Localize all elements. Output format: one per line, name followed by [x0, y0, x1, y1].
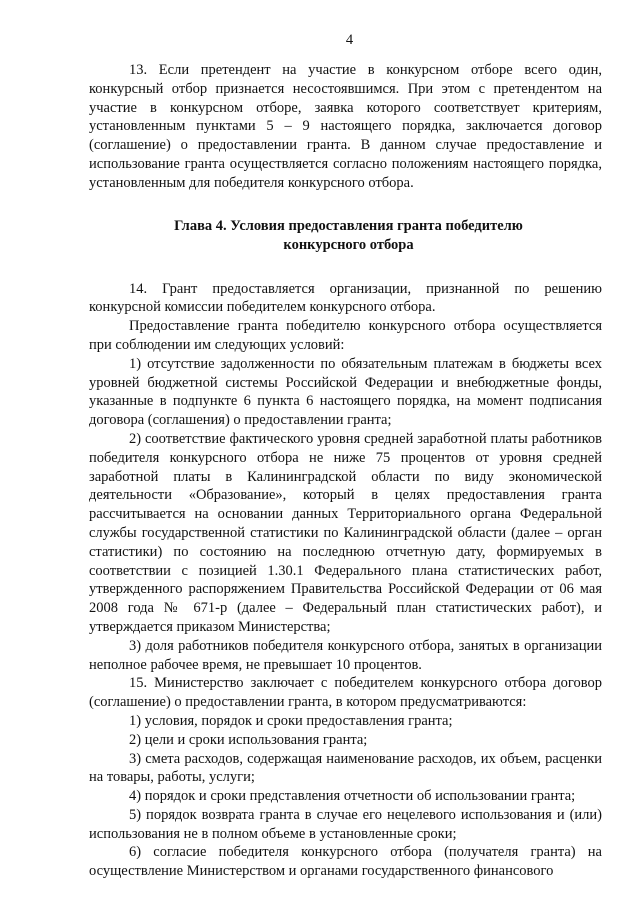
paragraph-13: 13. Если претендент на участие в конкурсном отборе всего один, конкурсный отбор признается несостоявшимся. При этом с претендентом на участие в конкурсном отборе, заявка которого соответствует критериям, установленным пунктами 5 – 9 настоящего порядка, заключается договор (соглашение) о предоставлении гранта. В данном случае предоставление и использование гранта осуществляется согласно положениям настоящего порядка, установленным для победителя конкурсного отбора. — [89, 62, 602, 191]
chapter-heading — [89, 217, 602, 255]
chapter-heading-line-1: Глава 4. Условия предоставления гранта победителю — [174, 217, 523, 234]
paragraph-14: 14. Грант предоставляется организации, признанной по решению конкурсной комиссии победителем конкурсного отбора. — [89, 280, 602, 316]
agreement-item-2: 2) цели и сроки использования гранта; — [129, 731, 368, 748]
page-number: 4 — [345, 32, 354, 48]
agreement-item-6: 6) согласие победителя конкурсного отбора (получателя гранта) на осуществление Министерством и органами государственного финансового — [89, 844, 602, 880]
paragraph-conditions-intro: Предоставление гранта победителю конкурсного отбора осуществляется при соблюдении им следующих условий: — [89, 318, 602, 353]
condition-item-3: 3) доля работников победителя конкурсного отбора, занятых в организации неполное рабочее время, не превышает 10 процентов. — [89, 637, 602, 673]
paragraph-15: 15. Министерство заключает с победителем конкурсного отбора договор (соглашение) о предоставлении гранта, в котором предусматриваются: — [89, 675, 602, 711]
agreement-item-3: 3) смета расходов, содержащая наименование расходов, их объем, расценки на товары, работы, услуги; — [89, 750, 602, 786]
condition-item-1: 1) отсутствие задолженности по обязательным платежам в бюджеты всех уровней бюджетной системы Российской Федерации и внебюджетные фонды, указанные в подпункте 6 пункта 6 настоящего порядка, на момент подписания договора (соглашения) о предоставлении гранта; — [89, 355, 602, 429]
condition-item-2: 2) соответствие фактического уровня средней заработной платы работников победителя конкурсного отбора не ниже 75 процентов от уровня средней заработной платы в Калининградской области по виду экономической деятельности «Образование», который в целях предоставления гранта рассчитывается на основании данных Территориального органа Федеральной службы государственной статистики по Калининградской области (далее – орган статистики) по состоянию на последнюю отчетную дату, формируемых в соответствии с позицией 1.30.1 Федерального плана статистических работ, утвержденного распоряжением Правительства Российской Федерации от 06 мая 2008 года № 671-р (далее – Федеральный план статистических работ), и утверждается приказом Министерства; — [89, 430, 602, 635]
chapter-heading-line-2: конкурсного отбора — [283, 236, 414, 253]
agreement-item-1: 1) условия, порядок и сроки предоставления гранта; — [129, 712, 453, 729]
agreement-item-4: 4) порядок и сроки представления отчетности об использовании гранта; — [129, 788, 576, 805]
agreement-item-5: 5) порядок возврата гранта в случае его нецелевого использования и (или) использования не в полном объеме в установленные сроки; — [89, 806, 602, 842]
